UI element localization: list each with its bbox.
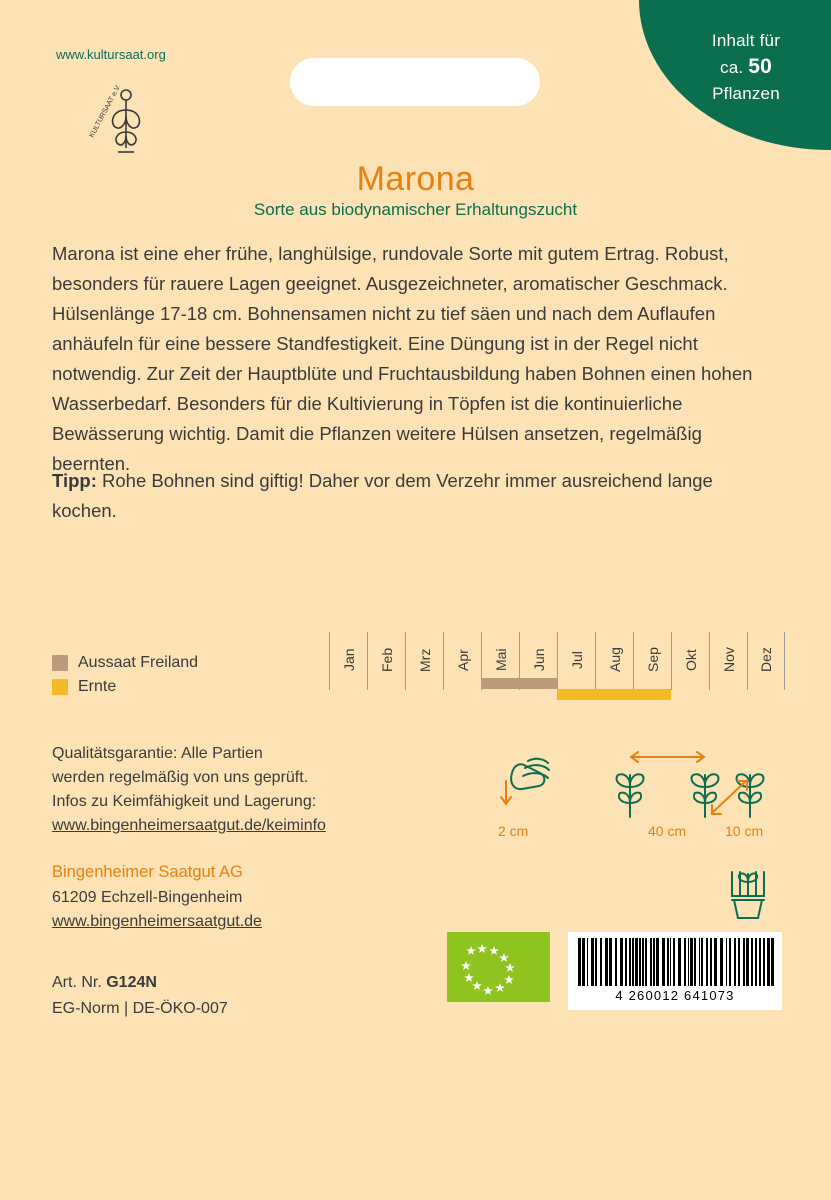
- sow-depth-label: 2 cm: [498, 823, 529, 839]
- calendar-month-label: Nov: [720, 647, 737, 673]
- calendar-month-label: Apr: [454, 649, 471, 671]
- kultursaat-url[interactable]: www.kultursaat.org: [56, 47, 166, 62]
- barcode-number: 4 260012 641073: [615, 988, 735, 1003]
- calendar-month-label: Sep: [644, 647, 661, 673]
- article-number-label: Art. Nr.: [52, 974, 107, 991]
- calendar-month-jul: [557, 632, 595, 690]
- calendar-month-label: Jul: [568, 651, 585, 669]
- hang-hole: [290, 58, 540, 106]
- plant-spacing-icon: [600, 747, 800, 827]
- row-spacing-label: 40 cm: [648, 823, 687, 839]
- quality-guarantee: [52, 742, 432, 838]
- variety-description: Marona ist eine eher frühe, langhülsige, rundovale Sorte mit gutem Ertrag. Robust, besonders für rauere Lagen geeignet. Ausgezeichneter, aromatischer Geschmack. Hülsenlänge 17-18 cm. Bohnensamen nicht zu tief säen und nach dem Auflaufen anhäufeln für eine bessere Standfestigkeit. Eine Düngung ist in der Regel nicht notwendig. Zur Zeit der Hauptblüte und Fruchtausbildung haben Bohnen einen hohen Wasserbedarf. Besonders für die Kultivierung in Töpfen ist die kontinuierliche Bewässerung wichtig. Damit die Pflanzen weitere Hülsen ansetzen, regelmäßig beernten.: [52, 243, 753, 474]
- plant-spacing-label: 10 cm: [725, 823, 764, 839]
- svg-text:KULTURSAAT e.V.: KULTURSAAT e.V.: [88, 83, 123, 139]
- company-website[interactable]: www.bingenheimersaatgut.de: [52, 913, 262, 930]
- legend-label-harvest: Ernte: [78, 678, 117, 695]
- calendar-month-label: Feb: [378, 647, 395, 673]
- calendar-month-label: Dez: [758, 647, 774, 673]
- sowing-harvest-calendar: [52, 632, 782, 710]
- cultivation-icons: [470, 745, 790, 850]
- tip-text: [52, 466, 782, 526]
- calendar-legend: [52, 654, 198, 702]
- calendar-month-label: Jun: [530, 648, 547, 672]
- legend-label-sowing: Aussaat Freiland: [78, 654, 199, 671]
- company-address: 61209 Echzell-Bingenheim: [52, 889, 243, 906]
- quality-line-2: werden regelmäßig von uns geprüft.: [52, 769, 309, 786]
- calendar-month-dez: [747, 632, 785, 690]
- legend-item-sowing: [52, 654, 198, 672]
- calendar-bar-harvest: [557, 689, 671, 700]
- content-quantity-value: 50: [748, 55, 772, 78]
- company-info: [52, 860, 452, 934]
- eg-norm: EG-Norm | DE-ÖKO-007: [52, 1000, 228, 1017]
- barcode-bars: [576, 938, 774, 986]
- legend-item-harvest: [52, 678, 198, 696]
- eu-organic-logo: [447, 932, 550, 1002]
- article-number-value: G124N: [106, 974, 157, 991]
- germination-info-link[interactable]: www.bingenheimersaatgut.de/keiminfo: [52, 817, 326, 834]
- calendar-bar-sowing: [481, 678, 557, 689]
- legend-swatch-harvest: [52, 679, 68, 695]
- calendar-months: [329, 632, 784, 710]
- calendar-month-label: Okt: [682, 649, 699, 671]
- article-number-row: [52, 970, 228, 996]
- article-info: [52, 970, 228, 1022]
- tip-label: Tipp:: [52, 470, 97, 491]
- legend-swatch-sowing: [52, 655, 68, 671]
- calendar-month-label: Jan: [340, 648, 357, 672]
- calendar-month-mrz: [405, 632, 443, 690]
- barcode: [568, 932, 782, 1010]
- calendar-month-okt: [671, 632, 709, 690]
- pot-culture-icon: [718, 862, 778, 922]
- calendar-month-label: Mai: [492, 648, 509, 672]
- content-quantity-badge: [639, 0, 831, 150]
- calendar-month-apr: [443, 632, 481, 690]
- company-name: Bingenheimer Saatgut AG: [52, 863, 243, 881]
- tip-body: Rohe Bohnen sind giftig! Daher vor dem Verzehr immer ausreichend lange kochen.: [52, 470, 713, 521]
- content-quantity-prefix: ca.: [720, 58, 749, 77]
- calendar-month-aug: [595, 632, 633, 690]
- content-quantity-line1: Inhalt für: [711, 31, 781, 50]
- calendar-month-label: Aug: [606, 647, 623, 673]
- calendar-month-jan: [329, 632, 367, 690]
- calendar-month-feb: [367, 632, 405, 690]
- calendar-month-nov: [709, 632, 747, 690]
- content-quantity-line3: Pflanzen: [712, 84, 780, 103]
- kultursaat-logo: [84, 82, 168, 166]
- content-quantity-line2: [639, 54, 831, 81]
- hand-sowing-icon: [492, 751, 570, 821]
- page-title: Marona: [356, 160, 475, 198]
- eu-organic-leaf-icon: [447, 932, 550, 1002]
- page-subtitle: Sorte aus biodynamischer Erhaltungszucht: [253, 200, 578, 219]
- calendar-month-label: Mrz: [416, 648, 433, 672]
- calendar-month-sep: [633, 632, 671, 690]
- quality-line-3: Infos zu Keimfähigkeit und Lagerung:: [52, 793, 317, 810]
- kultursaat-logo-icon: [84, 82, 168, 166]
- quality-line-1: Qualitätsgarantie: Alle Partien: [52, 745, 263, 762]
